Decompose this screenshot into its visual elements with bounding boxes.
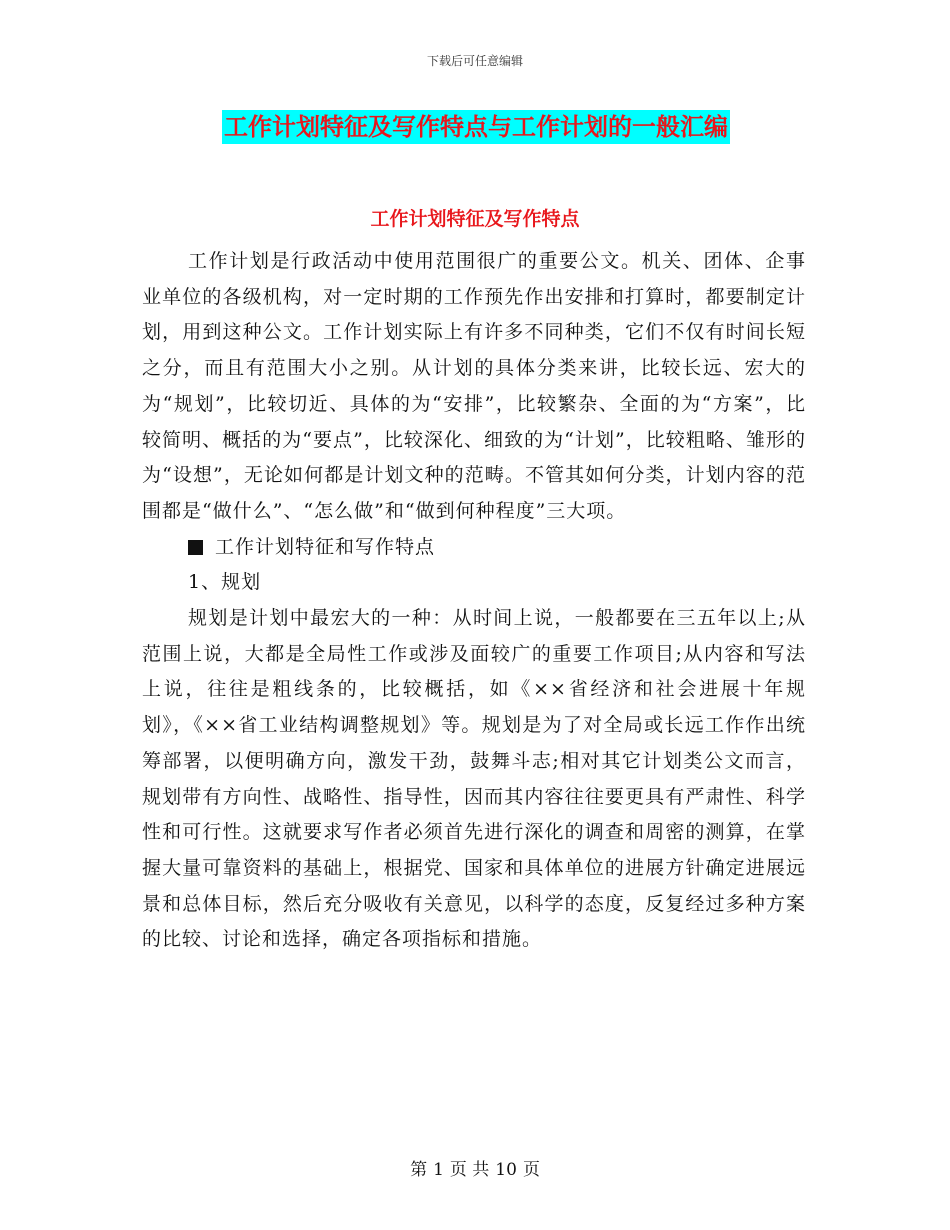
features-heading xyxy=(142,530,806,566)
total-pages: 10 xyxy=(495,1160,517,1180)
current-page-number: 1 xyxy=(433,1160,444,1180)
intro-paragraph: 工作计划是行政活动中使用范围很广的重要公文。机关、团体、企事业单位的各级机构，对一定时期的工作预先作出安排和打算时，都要制定计划，用到这种公文。工作计划实际上有许多不同种类，它们不仅有时间长短之分，而且有范围大小之别。从计划的具体分类来讲，比较长远、宏大的为“规划”，比较切近、具体的为“安排”，比较繁杂、全面的为“方案”，比较简明、概括的为“要点”，比较深化、细致的为“计划”，比较粗略、雏形的为“设想”，无论如何都是计划文种的范畴。不管其如何分类，计划内容的范围都是“做什么”、“怎么做”和“做到何种程度”三大项。 xyxy=(142,250,806,522)
page-footer xyxy=(0,1155,950,1180)
document-title: 工作计划特征及写作特点与工作计划的一般汇编 xyxy=(222,110,730,144)
section-title: 工作计划特征及写作特点 xyxy=(370,208,580,230)
document-body xyxy=(142,244,806,958)
planning-paragraph: 规划是计划中最宏大的一种：从时间上说，一般都要在三五年以上;从范围上说，大都是全局性工作或涉及面较广的重要工作项目;从内容和写法上说，往往是粗线条的，比较概括，如《××省经济和社会进展十年规划》，《××省工业结构调整规划》等。规划是为了对全局或长远工作作出统筹部署，以便明确方向，激发干劲，鼓舞斗志;相对其它计划类公文而言，规划带有方向性、战略性、指导性，因而其内容往往要更具有严肃性、科学性和可行性。这就要求写作者必须首先进行深化的调查和周密的测算，在掌握大量可靠资料的基础上，根据党、国家和具体单位的进展方针确定进展远景和总体目标，然后充分吸收有关意见，以科学的态度，反复经过多种方案的比较、讨论和选择，确定各项指标和措施。 xyxy=(142,607,806,951)
footer-suffix: 页 xyxy=(522,1160,540,1180)
header-note: 下载后可任意编辑 xyxy=(426,54,523,68)
footer-middle: 页 共 xyxy=(449,1160,490,1180)
planning-subheading: 1、规划 xyxy=(188,571,262,594)
footer-prefix: 第 xyxy=(410,1160,428,1180)
black-square-icon xyxy=(188,540,203,555)
features-heading-text: 工作计划特征和写作特点 xyxy=(215,535,436,558)
